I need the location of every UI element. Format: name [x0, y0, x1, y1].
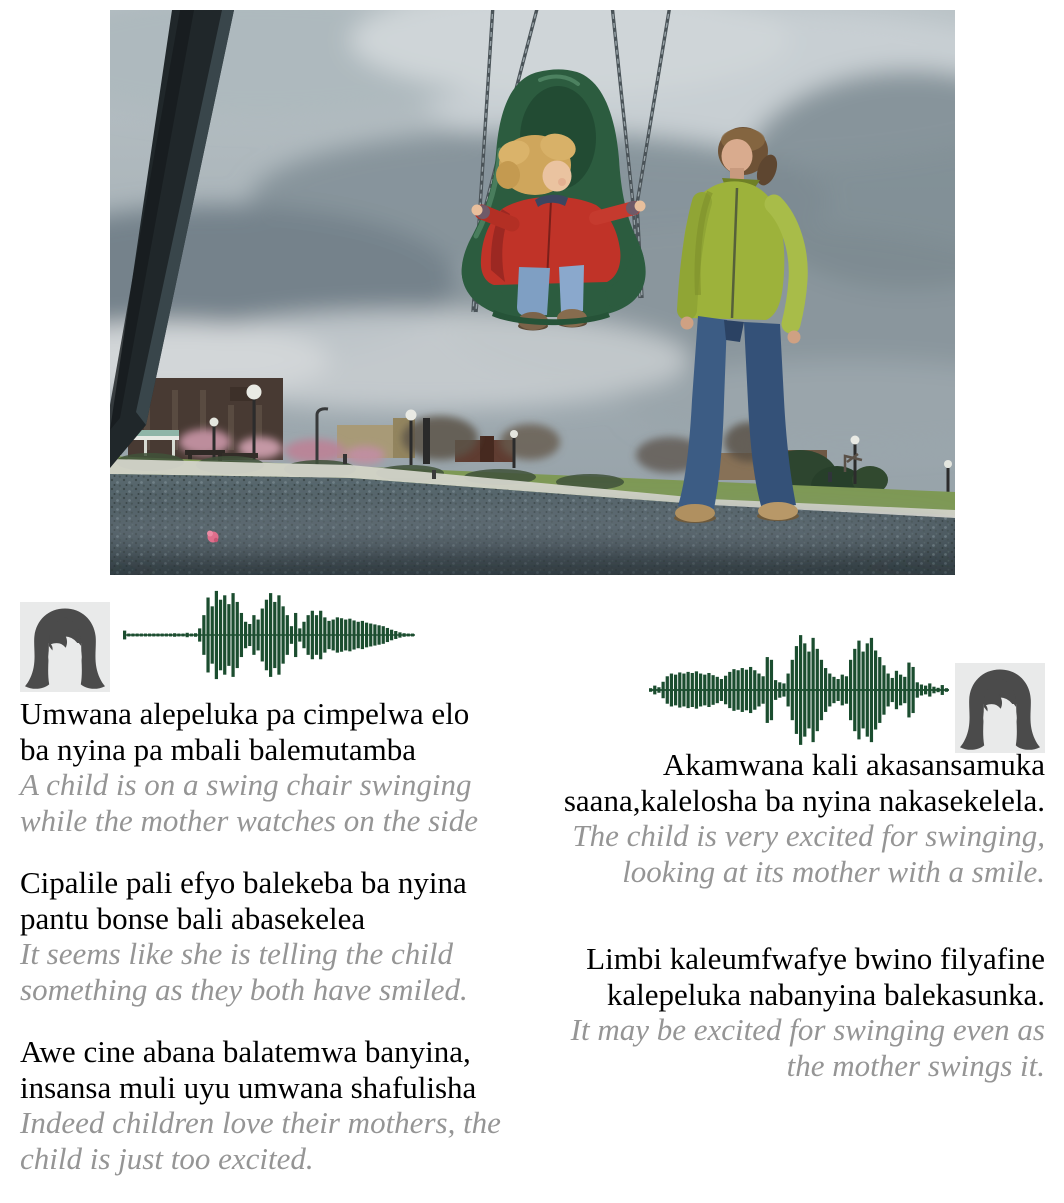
english-translation-line: It may be excited for swinging even as [570, 1012, 1045, 1047]
english-translation-line: The child is very excited for swinging, [572, 818, 1045, 853]
english-translation-line: while the mother watches on the side [20, 802, 479, 838]
bemba-line: kalepeluka nabanyina balekasunka. [606, 976, 1045, 1012]
utterance [20, 1034, 525, 1176]
left-transcript-column [20, 696, 525, 1203]
female-avatar-icon [20, 602, 110, 692]
utterance [20, 865, 525, 1007]
playground-photo-illustration [110, 10, 955, 575]
audio-waveform-right [649, 634, 949, 746]
utterance [540, 941, 1045, 1083]
bemba-line: Umwana alepeluka pa cimpelwa elo [20, 696, 470, 731]
english-translation-line: Indeed children love their mothers, the [20, 1105, 501, 1140]
bemba-line: Limbi kaleumfwafye bwino filyafine [586, 941, 1045, 976]
bemba-line: insansa muli uyu umwana shafulisha [20, 1069, 477, 1105]
english-translation-line: the mother swings it. [786, 1047, 1045, 1083]
playground-photo [110, 10, 955, 575]
english-translation-line: looking at its mother with a smile. [622, 853, 1045, 889]
audio-waveform-left [123, 590, 415, 680]
bemba-line: Awe cine abana balatemwa banyina, [20, 1034, 471, 1069]
utterance [20, 696, 525, 838]
utterance [540, 747, 1045, 889]
bemba-line: ba nyina pa mbali balemutamba [20, 731, 416, 767]
bemba-line: Akamwana kali akasansamuka [662, 747, 1045, 782]
english-translation-line: A child is on a swing chair swinging [20, 767, 472, 802]
english-translation-line: child is just too excited. [20, 1140, 314, 1176]
english-translation-line: something as they both have smiled. [20, 971, 468, 1007]
bemba-line: Cipalile pali efyo balekeba ba nyina [20, 865, 467, 900]
english-translation-line: It seems like she is telling the child [20, 936, 454, 971]
right-transcript-column [540, 747, 1045, 1135]
bemba-line: saana,kalelosha ba nyina nakasekelela. [563, 782, 1045, 818]
female-avatar-icon [955, 663, 1045, 753]
bemba-line: pantu bonse bali abasekelea [20, 900, 366, 936]
